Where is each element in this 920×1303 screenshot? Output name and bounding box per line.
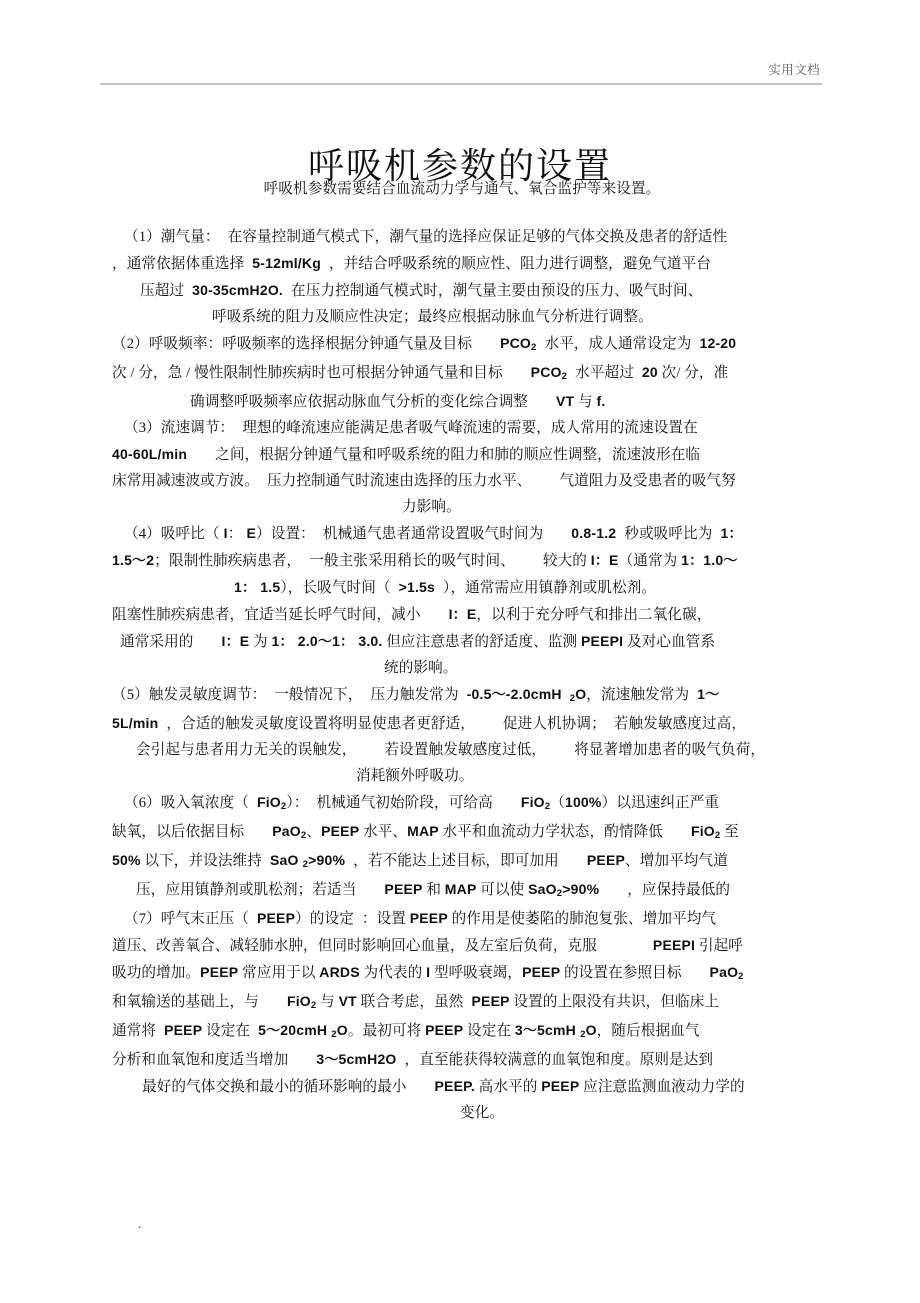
section-paragraph-1: （1）潮气量： 在容量控制通气模式下，潮气量的选择应保证足够的气体交换及患者的舒适性 ，通常依据体重选择 5-12ml/Kg ，并结合呼吸系统的顺应性、阻力进行调整，避免气道平台 压超过 30-35cmH2O. 在压力控制通气模式时，潮气量主要由预设的压力、吸气时间、 呼吸系统的阻力及顺应性决定；最终应根据动脉血气分析进行调整。 bbox=[112, 229, 728, 325]
header-label: 实用文档 bbox=[768, 63, 820, 77]
section-paragraph-3: （3）流速调节： 理想的峰流速应能满足患者吸气峰流速的需要，成人常用的流速设置在 40-60L/min 之间，根据分钟通气量和呼吸系统的阻力和肺的顺应性调整，流速波形在临 床常用减速波或方波。 压力控制通气时流速由选择的压力水平、 气道阻力及受患者的吸气努 力影响。 bbox=[112, 420, 736, 515]
footer-mark: . bbox=[138, 1216, 142, 1231]
value-pressure-trigger: -0.5～-2.0cmH bbox=[466, 686, 562, 702]
value-tidal-volume: 5-12ml/Kg bbox=[252, 255, 321, 271]
value-inspiratory-time: 0.8-1.2 bbox=[571, 525, 617, 541]
value-flow-trigger: 5L/min bbox=[112, 715, 159, 731]
section-paragraph-7: （7）呼气末正压（ PEEP）的设定 ：设置 PEEP 的作用是使萎陷的肺泡复张、增加平均气 道压、改善氧合、减轻肺水肿，但同时影响回心血量，及左室后负荷，克服 PEEPI 引起呼 吸功的增加。PEEP 常应用于以 ARDS 为代表的 I 型呼吸衰竭，PEEP 的设置在参照目标 PaO$_2$ 和氧输送的基础上，与 FiO$_2$ 与 VT 联合考虑，虽然 PEEP 设置的上限没有共识，但临床上 通常将 PEEP 设定在 5～20cmH $_2$O。最初可将 PEEP 设定在 3～5cmH $_2$O，随后根据血气 分析和血氧饱和度适当增加 3～5cmH2O ，直至能获得较满意的血氧饱和度。原则是达到 最好的气体交换和最小的循环影响的最小 PEEP. 高水平的 PEEP 应注意监测血液动力学的 变化。 bbox=[112, 910, 745, 1121]
value-peep-initial: 3～5cmH $_2$O bbox=[514, 1022, 597, 1041]
page-title: 呼吸机参数的设置 bbox=[307, 146, 612, 187]
header-divider bbox=[100, 83, 822, 85]
value-flow-rate: 40-60L/min bbox=[112, 446, 188, 462]
section-paragraph-4: （4）吸呼比（ I： E）设置： 机械通气患者通常设置吸气时间为 0.8-1.2 秒或吸呼比为 1： 1.5～2；限制性肺疾病患者， 一般主张采用稍长的吸气时间、 较大的 I：E（通常为 1：1.0～ 1： 1.5），长吸气时间（ >1.5s ），通常需应用镇静剂或肌松剂。 bbox=[112, 525, 743, 596]
value-plateau-pressure: 30-35cmH2O. bbox=[192, 282, 284, 298]
value-respiratory-rate: 12-20 bbox=[699, 335, 737, 351]
lead-paragraph: 呼吸机参数需要结合血流动力学与通气、氧合监护等来设置。 bbox=[263, 181, 661, 197]
page-header bbox=[100, 62, 822, 85]
section-paragraph-5: （5）触发灵敏度调节： 一般情况下， 压力触发常为 -0.5～-2.0cmH $_2$O，流速触发常为 1～ 5L/min ，合适的触发灵敏度设置将明显使患者更舒适， 促进人机协调； 若触发敏感度过高， 会引起与患者用力无关的误触发， 若设置触发敏感度过低， 将显著增加患者的吸气负荷， 消耗额外呼吸功。 bbox=[112, 686, 766, 784]
section-paragraph-obstructive: 阻塞性肺疾病患者，宜适当延长呼气时间，减小 I：E，以利于充分呼气和排出二氧化碳， 通常采用的 I：E 为 1： 2.0～1： 3.0. 但应注意患者的舒适度、监测 PEEPI 及对心血管系 统的影响。 bbox=[112, 606, 716, 676]
section-paragraph-2: （2）呼吸频率：呼吸频率的选择根据分钟通气量及目标 $PCO_2$ 水平，成人通常设定为 12-20 次 / 分，急 / 慢性限制性肺疾病时也可根据分钟通气量和目标 $PCO_2$ 水平超过 20 次/ 分，准 确调整呼吸频率应依据动脉血气分析的变化综合调整 VT 与 f. bbox=[112, 335, 737, 410]
section-paragraph-6: （6）吸入氧浓度（ FiO$_2$）： 机械通气初始阶段，可给高 FiO$_2$（100%）以迅速纠正严重 缺氧，以后依据目标 PaO$_2$、PEEP 水平、MAP 水平和血流动力学状态，酌情降低 FiO$_2$ 至 50% 以下，并设法维持 SaO $_2$>90% ，若不能达上述目标，即可加用 PEEP、增加平均气道 压，应用镇静剂或肌松剂；若适当 PEEP 和 MAP 可以使 SaO$_2$>90% ，应保持最低的 bbox=[112, 794, 739, 900]
value-peep-range: 5～20cmH $_2$O bbox=[258, 1022, 348, 1041]
document-body bbox=[112, 176, 812, 1126]
